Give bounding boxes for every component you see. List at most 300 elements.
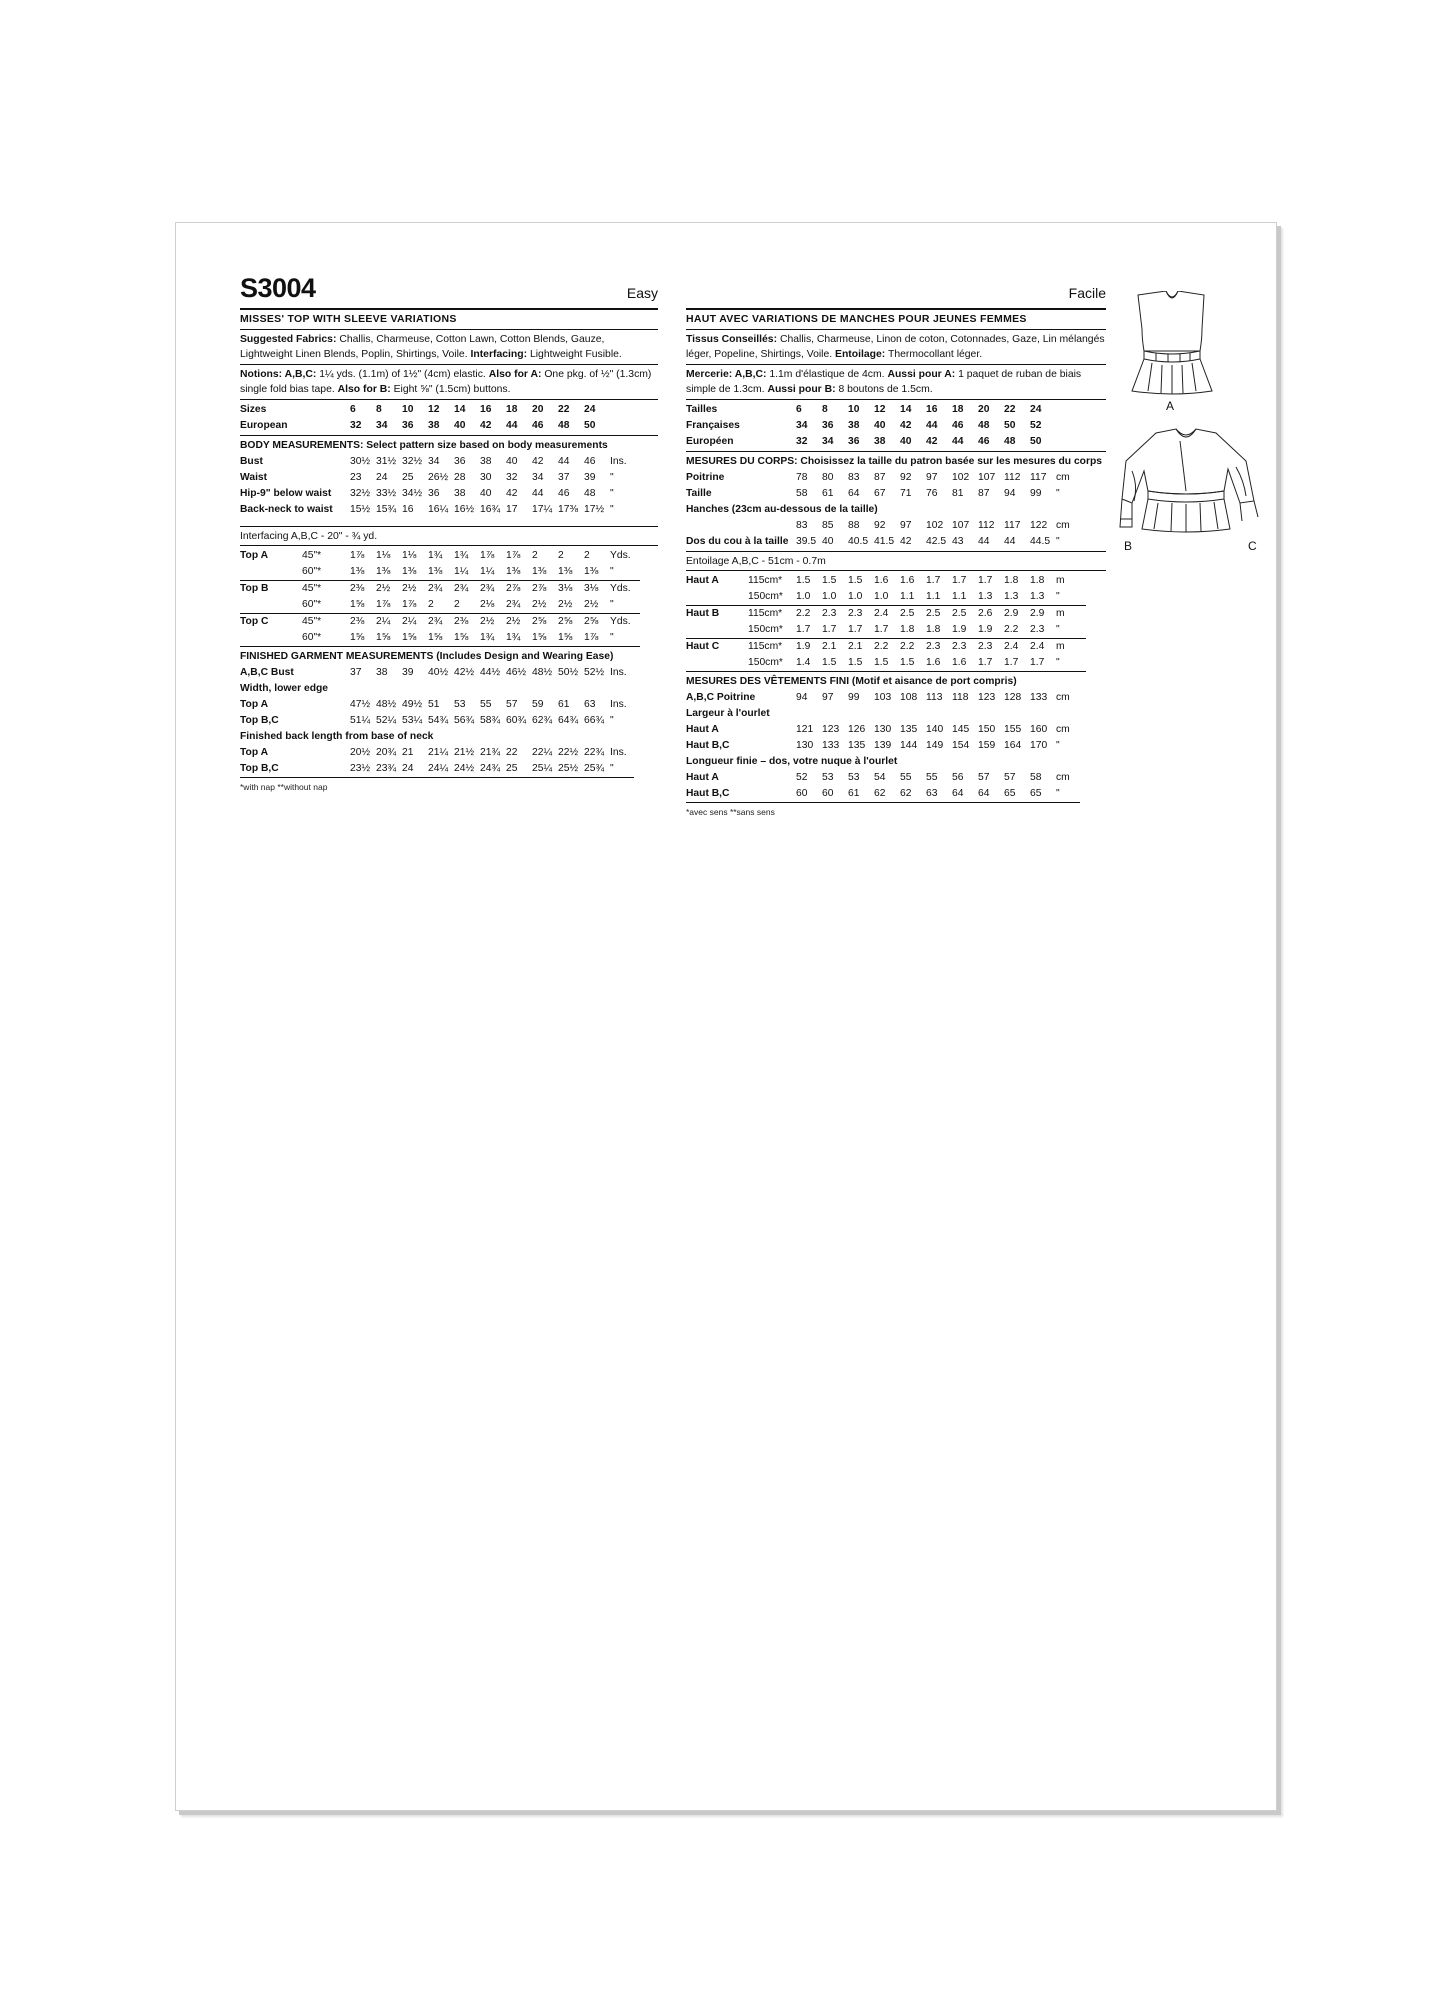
body-measurements-title-fr: MESURES DU CORPS: Choisissez la taille du patron basée sur les mesures du corps [686,456,1102,467]
table-row [686,786,1080,803]
table-cell: 1⅞ [376,599,391,610]
table-cell: 61 [822,488,834,499]
table-cell: 50½ [558,667,579,678]
table-cell: 34½ [402,488,423,499]
table-cell: 1.4 [796,657,811,668]
table-cell: m [1056,641,1065,652]
table-cell: 32 [506,472,518,483]
table-cell: 24 [402,763,414,774]
table-cell: 38 [874,436,886,447]
notions-info-fr: Mercerie: A,B,C: 1.1m d'élastique de 4cm. Aussi pour A: 1 paquet de ruban de biais simple de 1.3cm. Aussi pour B: 8 boutons de 1.5cm. [686,369,1082,395]
table-cell: 22½ [558,747,579,758]
table-cell: 2.2 [874,641,889,652]
table-cell: 45"* [302,583,322,594]
table-cell: 1.5 [822,657,837,668]
table-cell: 1⅞ [506,550,521,561]
table-row [686,418,1056,434]
difficulty-level-fr: Facile [1068,285,1106,301]
table-cell: 1.8 [1030,575,1045,586]
table-cell: 149 [926,740,944,751]
table-cell: Width, lower edge [240,683,329,694]
table-cell: 40.5 [848,536,869,547]
table-cell: 83 [848,472,860,483]
table-cell: Yds. [610,583,631,594]
table-cell: 1¾ [428,550,443,561]
difficulty-level: Easy [626,285,658,301]
table-cell: 1.1 [926,591,941,602]
table-cell: 40 [506,456,518,467]
table-cell: 99 [1030,488,1042,499]
table-row [240,665,634,681]
table-cell: 1.7 [926,575,941,586]
pattern-title-fr: HAUT AVEC VARIATIONS DE MANCHES POUR JEUNES FEMMES [686,313,1027,325]
table-cell: 8 [822,404,828,415]
table-cell: 2½ [558,599,573,610]
sizes-table [240,402,610,434]
table-cell: European [240,420,288,431]
table-cell: 1⅛ [376,550,391,561]
table-row [686,738,1080,754]
finished-measurements-title: FINISHED GARMENT MEASUREMENTS (Includes Design and Wearing Ease) [240,651,614,662]
table-cell: " [1056,488,1060,499]
table-row [240,548,640,564]
table-cell: Ins. [610,699,627,710]
table-cell: Dos du cou à la taille [686,536,789,547]
table-cell: 61 [848,788,860,799]
table-cell: 46 [978,436,990,447]
english-column [240,273,658,792]
table-cell: 2⅝ [532,616,547,627]
table-cell: m [1056,608,1065,619]
table-cell: 42½ [454,667,475,678]
table-cell: 1⅝ [454,632,469,643]
table-cell: 24 [376,472,388,483]
table-cell: 1.0 [796,591,811,602]
table-cell: 2.3 [952,641,967,652]
table-cell: 16 [480,404,492,415]
table-cell: 112 [978,520,995,531]
table-cell: 2⅜ [350,616,365,627]
table-cell [240,597,302,614]
table-cell: 1.5 [796,575,811,586]
table-cell: 2.3 [926,641,941,652]
body-measurements-title: BODY MEASUREMENTS: Select pattern size based on body measurements [240,440,608,451]
table-cell: 60"* [302,566,322,577]
table-cell: 1⅜ [506,566,521,577]
table-row [686,470,1080,486]
table-cell: 14 [900,404,912,415]
table-row [686,589,1086,606]
table-cell: 113 [926,692,943,703]
table-row [240,713,634,729]
table-cell: 21 [402,747,414,758]
table-cell: Top A [240,699,269,710]
table-cell: 1.0 [874,591,889,602]
table-cell: 21¾ [480,747,501,758]
table-cell: 20½ [350,747,371,758]
table-cell: Haut C [686,641,720,652]
table-row [240,729,634,745]
table-cell: 24 [584,404,596,415]
table-cell: 50 [584,420,596,431]
table-cell: 48½ [376,699,397,710]
table-cell: " [1056,624,1060,635]
table-cell: " [1056,591,1060,602]
table-cell: 41.5 [874,536,895,547]
table-cell: 53 [848,772,860,783]
table-cell: 123 [822,724,840,735]
table-cell: 44.5 [1030,536,1051,547]
table-cell: 52¼ [376,715,397,726]
table-cell [240,630,302,647]
table-cell: 28 [454,472,466,483]
table-cell: 63 [926,788,938,799]
table-cell: Haut B [686,608,720,619]
table-cell: Back-neck to waist [240,504,333,515]
table-cell: 31½ [376,456,397,467]
table-cell [686,589,748,606]
table-row [240,697,634,713]
view-a-label: A [1166,399,1175,413]
table-cell: 1⅞ [402,599,417,610]
table-cell: 57 [978,772,990,783]
table-cell: " [610,763,614,774]
table-cell: 115cm* [748,608,783,619]
table-row [240,418,610,434]
table-cell: 30 [480,472,492,483]
table-cell: 2⅜ [350,583,365,594]
table-cell: 65 [1004,788,1016,799]
interfacing-title-fr: Entoilage A,B,C - 51cm - 0.7m [686,556,826,567]
table-cell: " [610,715,614,726]
table-cell: 2¾ [454,583,469,594]
table-cell: " [610,599,614,610]
table-cell: 32 [796,436,808,447]
table-cell: cm [1056,772,1070,783]
table-cell: 22 [506,747,518,758]
table-cell: 1.9 [952,624,967,635]
table-cell: 78 [796,472,808,483]
table-cell: 24¼ [428,763,449,774]
table-cell: 2 [558,550,564,561]
table-row [686,770,1080,786]
table-cell: 1.5 [900,657,915,668]
table-cell: 2.5 [952,608,967,619]
table-cell: 2.3 [978,641,993,652]
table-cell: 1¼ [480,566,495,577]
table-row [686,655,1086,672]
finished-measurements-table-fr [686,690,1080,803]
table-row [686,573,1086,589]
table-row [240,630,640,647]
table-cell: 2⅝ [584,616,599,627]
finished-measurements-title-fr: MESURES DES VÊTEMENTS FINI (Motif et aisance de port compris) [686,676,1017,687]
table-cell: 40 [454,420,466,431]
table-cell: 64 [848,488,860,499]
table-cell: 150cm* [748,657,783,668]
table-cell: 55 [926,772,938,783]
french-column [686,281,1106,817]
table-cell: 64 [952,788,964,799]
table-cell: 160 [1030,724,1048,735]
table-cell: 2.3 [848,608,863,619]
table-cell: 25 [402,472,414,483]
table-cell: 44 [952,436,964,447]
table-cell: 23½ [350,763,371,774]
table-row [686,502,1080,518]
table-cell: 24 [1030,404,1042,415]
table-cell: 150cm* [748,591,783,602]
table-cell: 2.3 [822,608,837,619]
table-cell: 43 [952,536,964,547]
table-cell: 1⅝ [532,632,547,643]
table-cell: Haut A [686,724,719,735]
table-cell: 159 [978,740,996,751]
table-cell: Top A [240,550,269,561]
table-cell: 49½ [402,699,423,710]
table-cell: " [1056,657,1060,668]
table-cell: 1.8 [900,624,915,635]
table-cell: 2⅝ [558,616,573,627]
table-row [240,681,634,697]
table-cell: 34 [428,456,440,467]
yardage-table-fr [686,573,1086,672]
table-cell: 60"* [302,632,322,643]
table-cell: 40 [822,536,834,547]
table-cell: 57 [506,699,518,710]
table-cell: Ins. [610,747,627,758]
table-cell: 45"* [302,616,322,627]
table-cell: 2.9 [1004,608,1019,619]
table-cell: 103 [874,692,892,703]
table-cell: 39 [402,667,414,678]
table-cell: 2.1 [848,641,863,652]
table-cell: 2 [584,550,590,561]
table-row [240,597,640,614]
table-cell: 115cm* [748,575,783,586]
table-cell: 60"* [302,599,322,610]
table-cell: 2½ [584,599,599,610]
table-cell: 64¾ [558,715,579,726]
table-cell: cm [1056,692,1070,703]
table-cell: 154 [952,740,970,751]
table-cell: 2⅞ [506,583,521,594]
table-cell: 2¾ [480,583,495,594]
table-cell: 1.6 [900,575,915,586]
table-cell: 1.7 [1004,657,1019,668]
table-cell: 24¾ [480,763,501,774]
table-cell: 170 [1030,740,1048,751]
table-cell: 48 [584,488,596,499]
table-cell: 62 [900,788,912,799]
table-cell: Longueur finie – dos, votre nuque à l'ourlet [686,756,898,767]
table-cell: 60 [796,788,808,799]
table-cell: 1.7 [874,624,889,635]
table-cell: " [610,632,614,643]
table-cell: 45"* [302,550,322,561]
table-cell: 2.2 [796,608,811,619]
table-cell: 25 [506,763,518,774]
table-cell: Ins. [610,667,627,678]
table-cell: 1⅝ [558,632,573,643]
table-cell: 130 [874,724,892,735]
table-cell: 2.4 [874,608,889,619]
table-cell: 2¾ [428,583,443,594]
table-cell: 1.6 [874,575,889,586]
table-cell: 36 [428,488,440,499]
table-cell: 34 [822,436,834,447]
view-b-label: B [1124,539,1133,553]
table-cell: 37 [350,667,362,678]
table-cell: 39 [584,472,596,483]
table-cell: 1⅝ [376,632,391,643]
body-measurements-table-fr [686,470,1080,550]
table-cell: Yds. [610,616,631,627]
table-cell: 44 [558,456,570,467]
table-cell: 118 [952,692,969,703]
table-cell: 18 [952,404,964,415]
table-cell: 115cm* [748,641,783,652]
table-row [686,486,1080,502]
table-row [686,434,1056,450]
table-cell: 1.8 [1004,575,1019,586]
table-cell: 23¾ [376,763,397,774]
top-a-illustration [1116,291,1266,591]
table-cell: 1⅝ [350,599,365,610]
table-cell: 1.9 [796,641,811,652]
table-cell: 1.0 [822,591,837,602]
table-cell: Bust [240,456,263,467]
table-cell: 6 [350,404,356,415]
table-cell: 2.6 [978,608,993,619]
table-cell: 133 [1030,692,1048,703]
table-cell: Yds. [610,550,631,561]
table-cell: 1.3 [1030,591,1045,602]
table-row [686,518,1080,534]
table-cell: cm [1056,520,1070,531]
table-row [240,745,634,761]
table-cell: 10 [848,404,860,415]
table-cell: 108 [900,692,918,703]
table-cell: 52 [1030,420,1042,431]
table-cell: 42.5 [926,536,947,547]
table-cell: 97 [822,692,834,703]
table-cell: m [1056,575,1065,586]
table-cell: 2.5 [900,608,915,619]
table-cell: 130 [796,740,814,751]
table-cell: 1¾ [506,632,521,643]
table-cell: 117 [1030,472,1047,483]
table-cell: 37 [558,472,570,483]
footnote-fr: *avec sens **sans sens [686,807,775,817]
table-cell: 62¾ [532,715,553,726]
table-cell: 145 [952,724,970,735]
table-cell: " [1056,740,1060,751]
table-cell: 48 [1004,436,1016,447]
table-cell: Largeur à l'ourlet [686,708,770,719]
table-cell: 2 [532,550,538,561]
table-cell: 18 [506,404,518,415]
table-cell: 76 [926,488,938,499]
table-cell: 112 [1004,472,1021,483]
table-cell: 1.7 [1030,657,1045,668]
table-cell: Taille [686,488,712,499]
table-cell: 1¼ [454,566,469,577]
table-cell: 16 [926,404,938,415]
table-cell: 107 [978,472,996,483]
table-cell: 44 [978,536,990,547]
table-cell: " [610,488,614,499]
table-cell: " [610,504,614,515]
table-row [240,470,634,486]
table-cell: 58 [796,488,808,499]
table-cell: 40 [900,436,912,447]
table-cell: 12 [428,404,440,415]
table-cell: 126 [848,724,866,735]
table-cell: 2¼ [402,616,417,627]
table-row [686,690,1080,706]
table-cell: 1.3 [978,591,993,602]
table-cell: 1.5 [822,575,837,586]
table-cell: 25¾ [584,763,605,774]
table-cell: 46 [584,456,596,467]
table-cell: 33½ [376,488,397,499]
table-cell: 53 [454,699,466,710]
table-cell: 51¼ [350,715,371,726]
table-row [686,722,1080,738]
table-cell: 67 [874,488,886,499]
table-cell: 1.3 [1004,591,1019,602]
table-cell: 50 [1004,420,1016,431]
table-row [240,502,634,518]
table-cell: 92 [874,520,886,531]
table-cell: 1¾ [454,550,469,561]
table-cell: Waist [240,472,268,483]
table-cell: cm [1056,724,1070,735]
table-cell: 53 [822,772,834,783]
table-cell: 1.7 [952,575,967,586]
table-cell: 80 [822,472,834,483]
table-cell: 15½ [350,504,371,515]
table-cell: 135 [848,740,866,751]
table-cell: Ins. [610,456,627,467]
fabrics-info: Suggested Fabrics: Challis, Charmeuse, Cotton Lawn, Cotton Blends, Gauze, Lightweight Linen Blends, Poplin, Shirtings, Voile. Interfacing: Lightweight Fusible. [240,334,622,360]
table-cell: Haut B,C [686,788,730,799]
table-cell: 34 [376,420,388,431]
table-cell: 40½ [428,667,449,678]
table-cell: 139 [874,740,892,751]
table-cell: Tailles [686,404,718,415]
table-row [240,402,610,418]
table-row [686,534,1080,550]
table-cell: 122 [1030,520,1048,531]
table-row [686,606,1086,623]
table-cell: 34 [532,472,544,483]
table-cell: 88 [848,520,860,531]
table-row [240,454,634,470]
table-cell: 1.7 [978,575,993,586]
table-cell: Hip-9" below waist [240,488,332,499]
table-cell: 44 [532,488,544,499]
table-cell: 51 [428,699,440,710]
table-cell [686,655,748,672]
table-cell: 1⅞ [480,550,495,561]
table-cell: 1.5 [848,657,863,668]
table-cell: 2½ [376,583,391,594]
table-cell: 135 [900,724,918,735]
table-cell: 2.3 [1030,624,1045,635]
table-cell: 17⅜ [558,504,579,515]
